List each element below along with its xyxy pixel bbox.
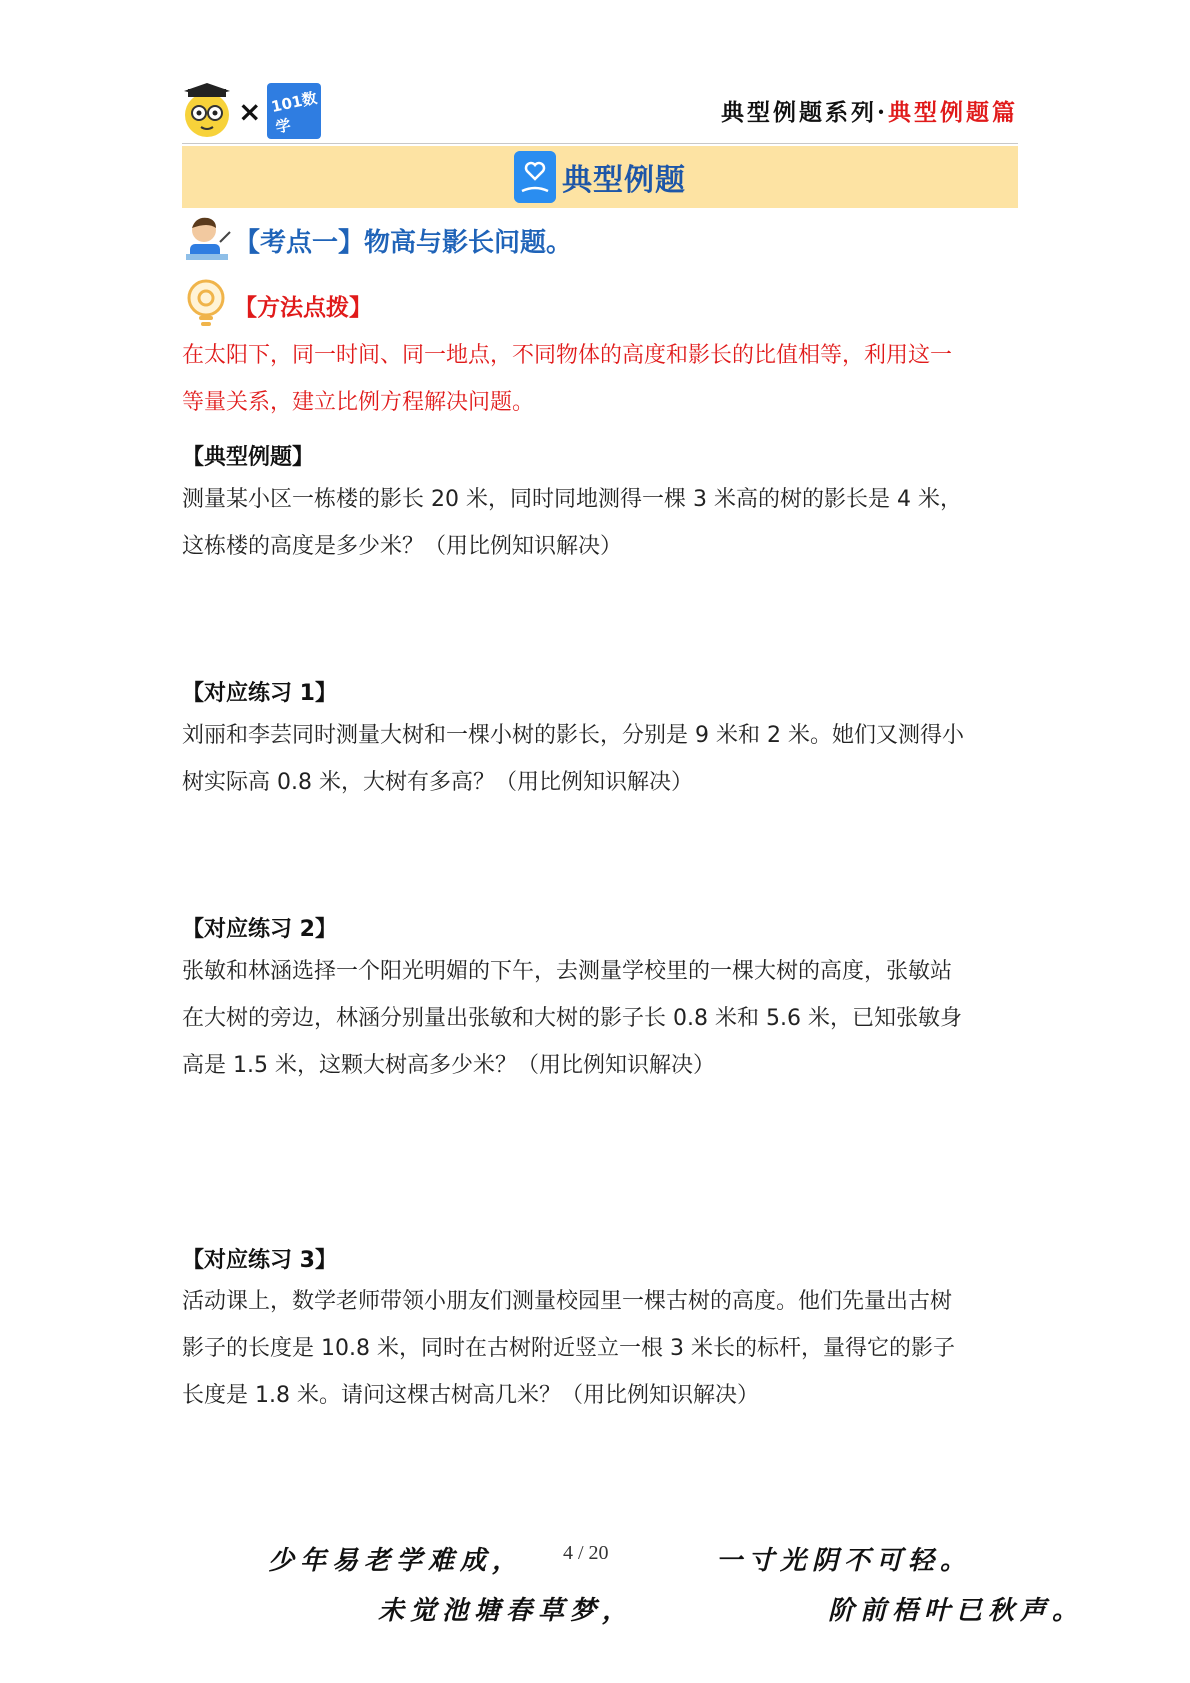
practice-1-text: [182, 712, 1018, 806]
practice-1-label: 【对应练习 1】: [182, 681, 337, 706]
method-text: [182, 332, 1018, 426]
practice-2-line-3: 高是 1.5 米，这颗大树高多少米？（用比例知识解决）: [182, 1053, 715, 1078]
logo-101-math: [267, 83, 321, 139]
example-line-1: 测量某小区一栋楼的影长 20 米，同时同地测得一棵 3 米高的树的影长是 4 米，: [182, 487, 962, 512]
method-line-1: 在太阳下，同一时间、同一地点，不同物体的高度和影长的比值相等，利用这一: [182, 343, 953, 368]
practice-3-line-3: 长度是 1.8 米。请问这棵古树高几米？（用比例知识解决）: [182, 1383, 759, 1408]
footer-poem-line-3: 未觉池塘春草梦，: [378, 1596, 635, 1626]
section-banner: [182, 146, 1018, 208]
footer-poem-line-1: 少年易老学难成，: [268, 1546, 525, 1576]
lightbulb-icon: [186, 278, 226, 330]
footer-poem-line-2: 一寸光阴不可轻。: [716, 1546, 973, 1576]
practice-3-label: 【对应练习 3】: [182, 1248, 337, 1273]
example-line-2: 这栋楼的高度是多少米？（用比例知识解决）: [182, 534, 623, 559]
series-title-main: 典型例题系列·: [720, 99, 888, 126]
practice-2-line-2: 在大树的旁边，林涵分别量出张敏和大树的影子长 0.8 米和 5.6 米，已知张敏身: [182, 1006, 962, 1031]
practice-2-label: 【对应练习 2】: [182, 917, 337, 942]
series-title: [721, 94, 1018, 127]
practice-1-line-2: 树实际高 0.8 米，大树有多高？（用比例知识解决）: [182, 770, 693, 795]
practice-2-line-1: 张敏和林涵选择一个阳光明媚的下午，去测量学校里的一棵大树的高度，张敏站: [182, 959, 953, 984]
page-header: [182, 80, 1018, 142]
practice-1-line-1: 刘丽和李芸同时测量大树和一棵小树的影长，分别是 9 米和 2 米。她们又测得小: [182, 723, 964, 748]
example-label: 【典型例题】: [182, 445, 315, 470]
page-number: 4 / 20: [563, 1542, 609, 1564]
practice-3-text: [182, 1278, 1018, 1419]
method-label: 【方法点拨】: [234, 295, 372, 321]
heart-book-icon: [514, 151, 556, 203]
method-line-2: 等量关系，建立比例方程解决问题。: [182, 390, 535, 415]
logo-101-text: 101数学: [270, 88, 320, 137]
banner-title: 典型例题: [562, 163, 686, 198]
practice-3-line-1: 活动课上，数学老师带领小朋友们测量校园里一棵古树的高度。他们先量出古树: [182, 1289, 953, 1314]
header-divider: [182, 143, 1018, 144]
logo-separator: ×: [238, 94, 262, 128]
series-title-sub: 典型例题篇: [888, 99, 1018, 126]
student-icon: [184, 214, 232, 264]
practice-2-text: [182, 948, 1018, 1089]
practice-3-line-2: 影子的长度是 10.8 米，同时在古树附近竖立一根 3 米长的标杆，量得它的影子: [182, 1336, 955, 1361]
header-logos: [182, 80, 321, 142]
footer-poem-line-4: 阶前梧叶已秋声。: [828, 1596, 1085, 1626]
owl-logo-icon: [182, 83, 232, 139]
example-text: [182, 476, 1018, 570]
kaodian-heading: 【考点一】物高与影长问题。: [234, 228, 573, 258]
